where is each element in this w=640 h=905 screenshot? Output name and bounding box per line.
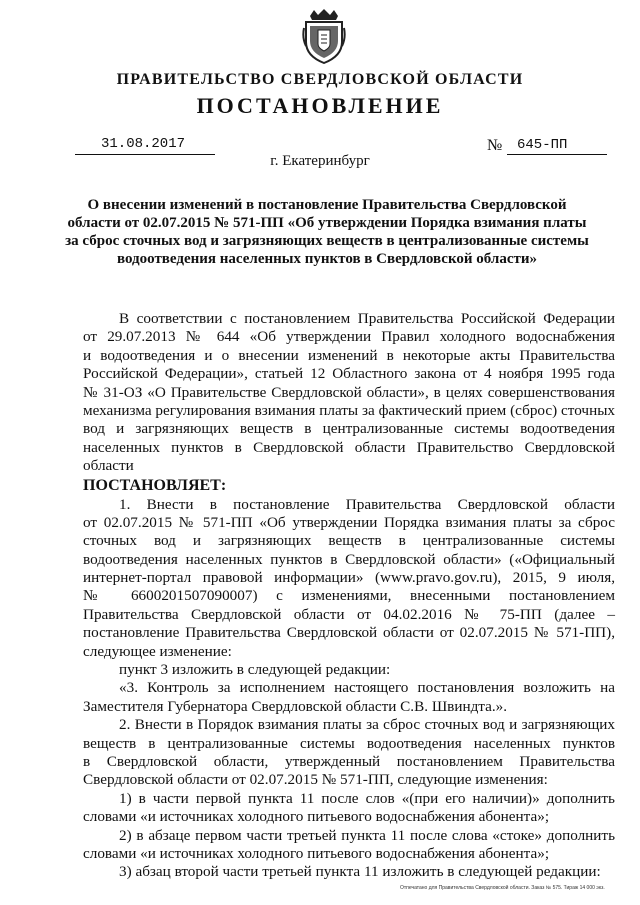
body-line: № 6600201507090007) с изменениями, внесенными постановлением — [83, 587, 615, 605]
body-line: вод и загрязняющих веществ в централизованные системы водоотведения — [83, 420, 615, 438]
document-body — [83, 310, 615, 882]
body-line: «3. Контроль за исполнением настоящего постановления возложить на — [119, 679, 615, 697]
body-line: В соответствии с постановлением Правительства Российской Федерации — [119, 310, 615, 327]
document-type: ПОСТАНОВЛЕНИЕ — [196, 93, 444, 118]
body-line: пункт 3 изложить в следующей редакции: — [119, 661, 391, 679]
body-line: и водоотведения и о внесении изменений в некоторые акты Правительства — [83, 346, 615, 364]
heading-line: водоотведения населенных пунктов в Свердловской области» — [116, 251, 538, 267]
document-date: 31.08.2017 — [101, 136, 186, 152]
body-line: 2. Внести в Порядок взимания платы за сброс сточных вод и загрязняющих — [119, 716, 615, 734]
number-sign: № — [487, 137, 503, 154]
body-line: словами «и источниках холодного питьевого водоснабжения абонента»; — [83, 844, 550, 862]
body-line: постановление Правительства Свердловской области от 02.07.2015 № 571-ПП), — [83, 624, 615, 642]
heading-line: за сброс сточных вод и загрязняющих веществ в централизованные системы — [65, 233, 589, 249]
body-line: механизма регулирования взимания платы за фактический прием (сброс) сточных — [83, 401, 615, 419]
coat-of-arms-icon — [302, 8, 346, 64]
body-line: области — [83, 457, 134, 475]
document-number: 645-ПП — [517, 137, 568, 153]
body-line: 1. Внести в постановление Правительства Свердловской области — [119, 495, 615, 513]
city: г. Екатеринбург — [270, 153, 370, 169]
body-line: 3) абзац второй части третьей пункта 11 изложить в следующей редакции: — [119, 863, 601, 881]
body-line: словами «и источниках холодного питьевого водоснабжения абонента»; — [83, 808, 550, 826]
body-line: 2) в абзаце первом части третьей пункта 11 после слова «стоке» дополнить — [119, 826, 615, 844]
body-line: Правительства Свердловской области от 04.02.2016 № 75-ПП (далее – — [83, 605, 615, 623]
government-name: ПРАВИТЕЛЬСТВО СВЕРДЛОВСКОЙ ОБЛАСТИ — [116, 71, 524, 88]
body-line: водоотведения населенных пунктов в Свердловской области» («Официальный — [83, 550, 615, 568]
body-line: 1) в части первой пункта 11 после слов «(при его наличии)» дополнить — [119, 789, 615, 807]
document-heading — [60, 196, 594, 268]
body-line: Российской Федерации», статьей 12 Областного закона от 4 ноября 1995 года — [83, 365, 615, 383]
body-line: веществ в централизованные системы водоотведения населенных пунктов — [83, 734, 615, 752]
resolves-keyword: ПОСТАНОВЛЯЕТ: — [83, 476, 227, 494]
print-footer: Отпечатано для Правительства Свердловской области. Заказ № 575. Тираж 14 000 экз. — [400, 885, 605, 891]
body-line: в Свердловской области, утвержденный постановлением Правительства — [83, 752, 615, 770]
body-line: интернет-портал правовой информации» (www.pravo.gov.ru), 2015, 9 июля, — [83, 569, 615, 587]
body-line: населенных пунктов в Свердловской области Правительство Свердловской — [83, 438, 615, 456]
body-line: от 02.07.2015 № 571-ПП «Об утверждении Порядка взимания платы за сброс — [83, 513, 615, 531]
body-line: Заместителя Губернатора Свердловской области С.В. Швиндта.». — [83, 697, 508, 715]
body-line: следующее изменение: — [83, 642, 232, 660]
body-line: от 29.07.2013 № 644 «Об утверждении Правил холодного водоснабжения — [83, 328, 615, 346]
body-line: Свердловской области от 02.07.2015 № 571-ПП, следующие изменения: — [83, 771, 548, 789]
heading-line: области от 02.07.2015 № 571-ПП «Об утверждении Порядка взимания платы — [67, 215, 587, 231]
body-line: № 31-ОЗ «О Правительстве Свердловской области», в целях совершенствования — [83, 383, 615, 401]
body-line: сточных вод и загрязняющих веществ в централизованные системы — [83, 532, 615, 550]
heading-line: О внесении изменений в постановление Правительства Свердловской — [87, 197, 567, 213]
